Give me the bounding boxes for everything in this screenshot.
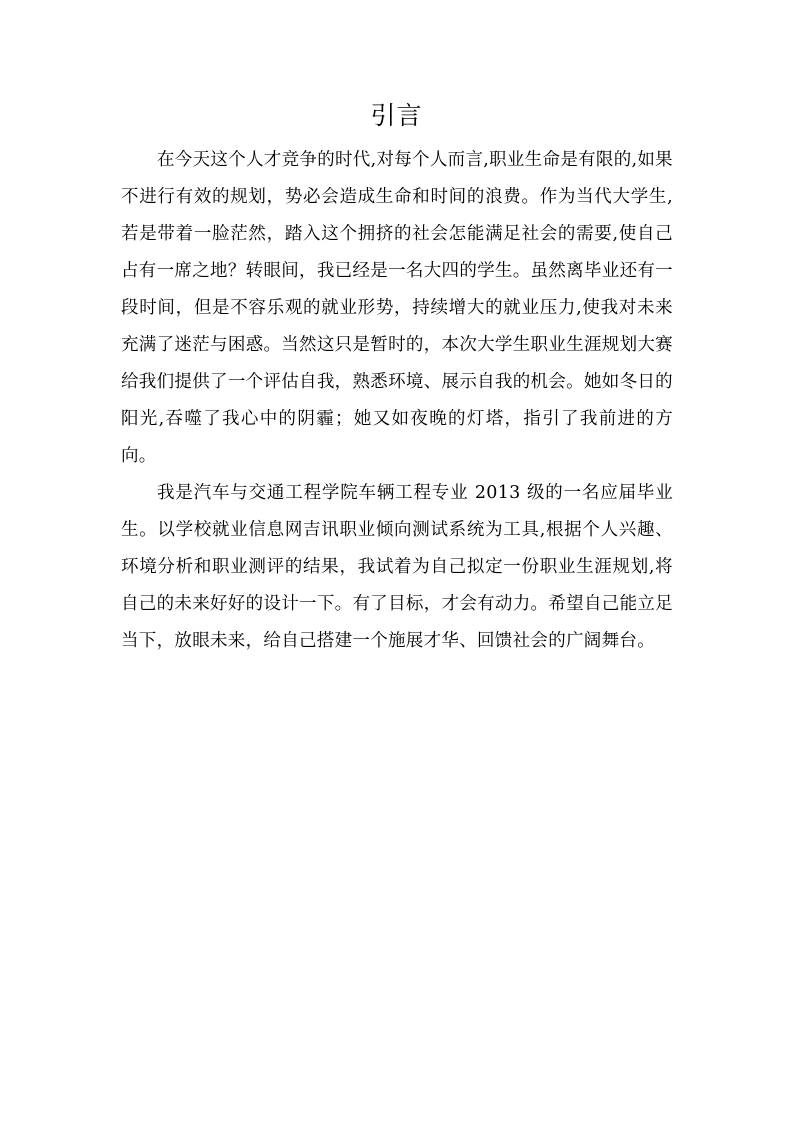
body-text	[121, 142, 673, 660]
paragraph-2: 我是汽车与交通工程学院车辆工程专业 2013 级的一名应届毕业生。以学校就业信息网吉讯职业倾向测试系统为工具,根据个人兴趣、环境分析和职业测评的结果，我试着为自己拟定一份职业生涯规划,将自己的未来好好的设计一下。有了目标，才会有动力。希望自己能立足当下，放眼未来，给自己搭建一个施展才华、回馈社会的广阔舞台。	[121, 483, 673, 651]
paragraph-1: 在今天这个人才竞争的时代,对每个人而言,职业生命是有限的,如果不进行有效的规划，势必会造成生命和时间的浪费。作为当代大学生,若是带着一脸茫然，踏入这个拥挤的社会怎能满足社会的需要,使自己占有一席之地？转眼间，我已经是一名大四的学生。虽然离毕业还有一段时间，但是不容乐观的就业形势，持续增大的就业压力,使我对未来充满了迷茫与困惑。当然这只是暂时的，本次大学生职业生涯规划大赛给我们提供了一个评估自我，熟悉环境、展示自我的机会。她如冬日的阳光,吞噬了我心中的阴霾；她又如夜晚的灯塔，指引了我前进的方向。	[121, 150, 673, 466]
page-title: 引言	[370, 101, 423, 130]
